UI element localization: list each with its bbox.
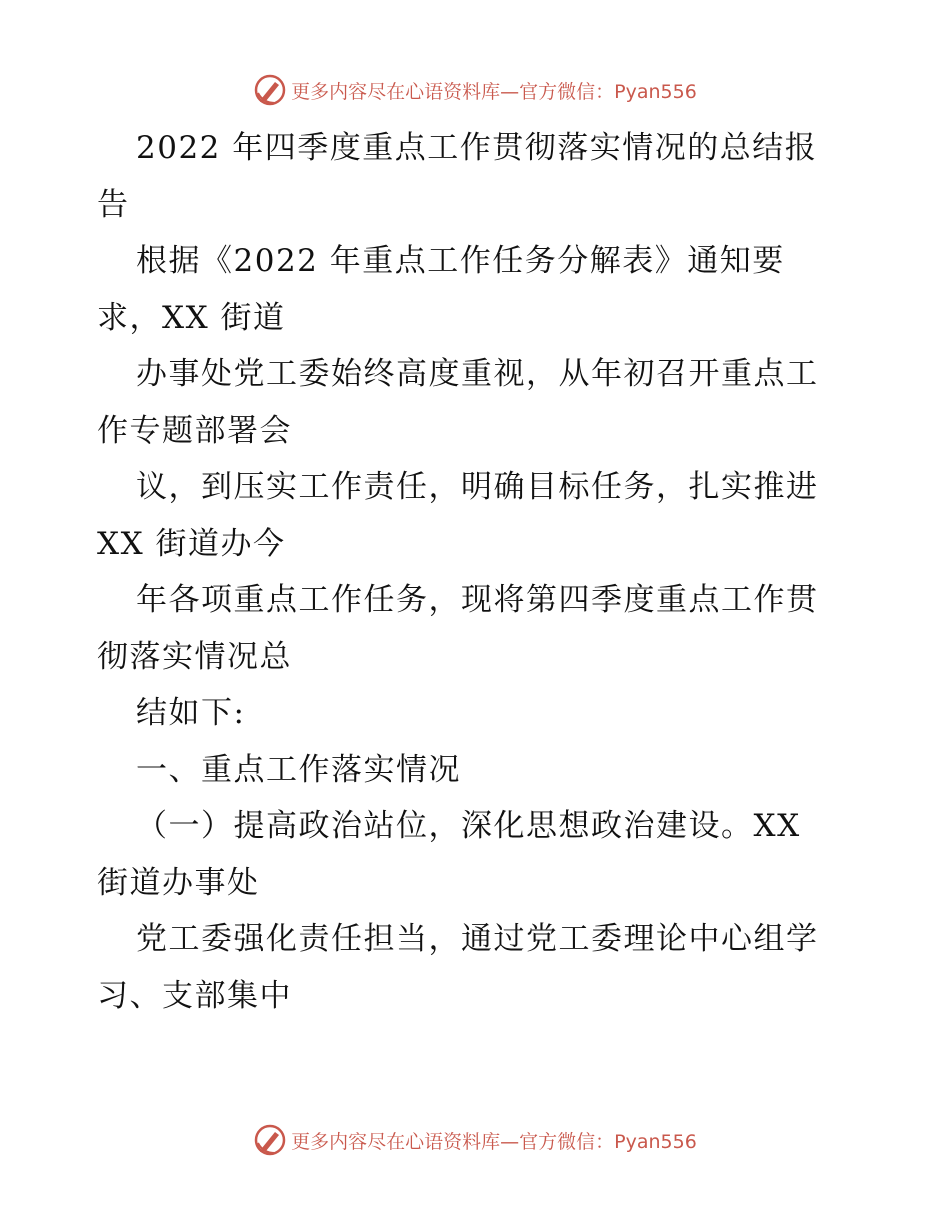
paragraph-line: 求，XX 街道 (97, 299, 286, 336)
paragraph-line: 街道办事处 (97, 864, 260, 901)
paragraph-line: 彻落实情况总 (97, 638, 292, 675)
footer-watermark (0, 1120, 950, 1160)
paragraph-line: 结如下: (136, 695, 246, 731)
pen-logo-icon (253, 1123, 287, 1157)
paragraph-line: 党工委强化责任担当，通过党工委理论中心组学 (136, 921, 819, 957)
subsection-heading: （一）提高政治站位，深化思想政治建设。XX (136, 808, 801, 844)
paragraph-line: 根据《2022 年重点工作任务分解表》通知要 (136, 243, 785, 279)
document-body (97, 120, 867, 1024)
watermark-text: 更多内容尽在心语资料库—官方微信：Pyan556 (291, 1130, 697, 1153)
paragraph-line: 议，到压实工作责任，明确目标任务，扎实推进 (136, 469, 819, 505)
title-line-2: 告 (97, 186, 130, 223)
title-line-1: 2022 年四季度重点工作贯彻落实情况的总结报 (136, 130, 818, 166)
paragraph-line: 年各项重点工作任务，现将第四季度重点工作贯 (136, 582, 819, 618)
paragraph-line: 办事处党工委始终高度重视，从年初召开重点工 (136, 356, 819, 392)
watermark-text: 更多内容尽在心语资料库—官方微信：Pyan556 (291, 80, 697, 103)
paragraph-line: 习、支部集中 (97, 977, 292, 1014)
header-watermark (0, 70, 950, 110)
pen-logo-icon (253, 73, 287, 107)
section-heading: 一、重点工作落实情况 (136, 751, 461, 788)
paragraph-line: 作专题部署会 (97, 412, 292, 449)
paragraph-line: XX 街道办今 (97, 525, 286, 562)
